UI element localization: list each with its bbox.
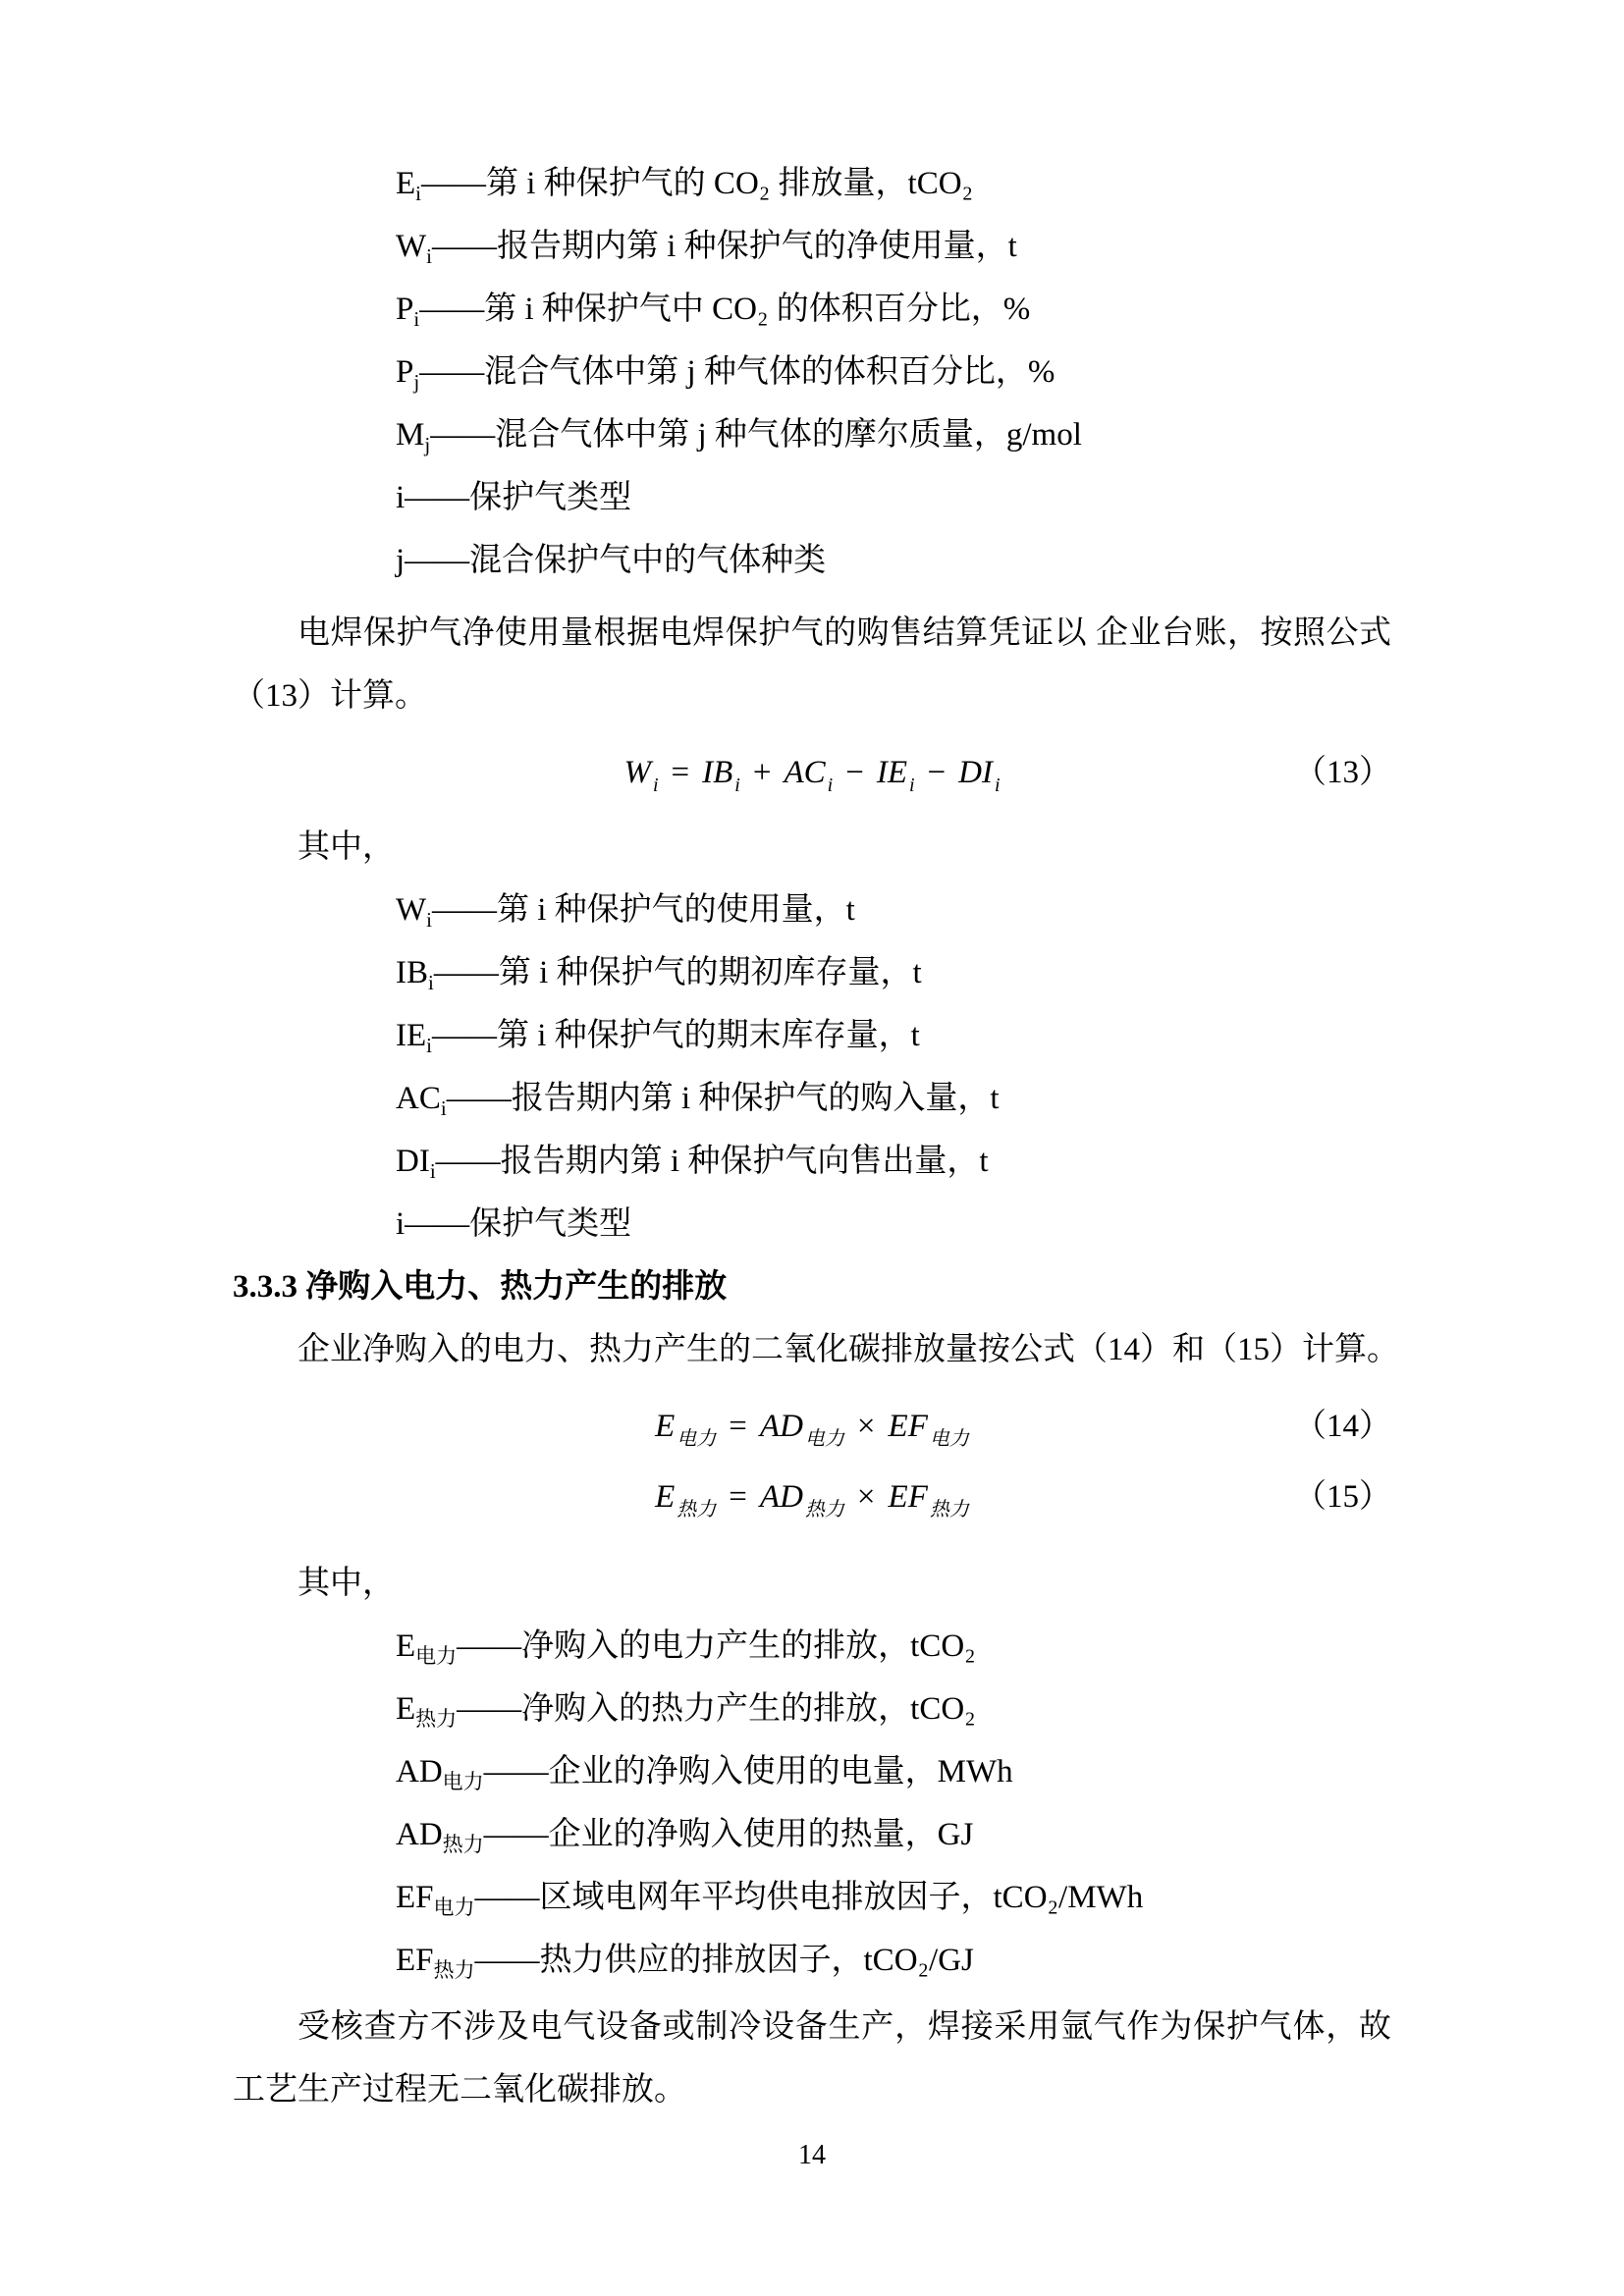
definition-description: ——第 i 种保护气中 CO₂ 的体积百分比，% [419, 292, 1031, 327]
formula-13 [233, 741, 1391, 804]
formula-subscript: i [734, 774, 740, 796]
definition-row [396, 1130, 1391, 1193]
formula-subscript: i [652, 774, 659, 796]
variable-base: E [396, 1629, 416, 1664]
formula-14 [233, 1395, 1391, 1458]
formula-13-expression [623, 741, 1000, 804]
definition-row [396, 1929, 1391, 1992]
formula-part [702, 755, 740, 796]
formula-subscript: i [908, 774, 915, 796]
variable-base: IE [396, 1018, 427, 1053]
definition-row [396, 215, 1391, 278]
formula-subscript: 电力 [677, 1428, 717, 1450]
definition-row [396, 1004, 1391, 1067]
formula-variable: E [655, 1409, 676, 1444]
variable-subscript: 电力 [433, 1896, 475, 1919]
definition-row [396, 152, 1391, 215]
formula-part [844, 1409, 889, 1444]
section-heading-3-3-3: 3.3.3 净购入电力、热力产生的排放 [233, 1269, 728, 1305]
definition-description: ——第 i 种保护气的 CO₂ 排放量，tCO₂ [421, 166, 974, 201]
formula-part [876, 755, 915, 796]
formula-part [784, 755, 834, 796]
definition-row [396, 879, 1391, 941]
variable-subscript: j [413, 370, 420, 394]
variable-base: W [396, 892, 427, 928]
definition-row [396, 1740, 1391, 1803]
where-label: 其中， [298, 829, 395, 865]
definition-description: ——混合气体中第 j 种气体的摩尔质量，g/mol [430, 417, 1082, 453]
definition-description: ——企业的净购入使用的热量，GJ [483, 1817, 974, 1852]
formula-variable: AD [759, 1479, 803, 1515]
variable-subscript: i [440, 1096, 447, 1120]
formula-part [655, 1409, 717, 1450]
variable-subscript: i [428, 971, 434, 994]
definition-list-shielding-gas [233, 152, 1391, 592]
paragraph-purchased-electricity-heat: 企业净购入的电力、热力产生的二氧化碳排放量按公式（14）和（15）计算。 [298, 1332, 1399, 1367]
where-label: 其中， [298, 1566, 395, 1601]
variable-base: EF [396, 1943, 434, 1978]
definition-row [396, 1803, 1391, 1866]
definition-list-formula13-terms [233, 879, 1391, 1255]
definition-description: ——区域电网年平均供电排放因子，tCO₂/MWh [474, 1880, 1144, 1915]
formula-subscript: 电力 [804, 1428, 844, 1450]
definition-row [396, 403, 1391, 466]
variable-base: IB [396, 955, 428, 990]
formula-subscript: 热力 [804, 1499, 844, 1521]
variable-subscript: 热力 [433, 1958, 475, 1982]
formula-operator: = [729, 1409, 747, 1444]
formula-variable: E [655, 1479, 676, 1515]
formula-part [759, 1409, 844, 1450]
formula-part [833, 755, 877, 790]
definition-description: ——净购入的电力产生的排放，tCO₂ [457, 1629, 976, 1664]
variable-subscript: 热力 [442, 1833, 484, 1856]
formula-15-expression [655, 1466, 969, 1528]
formula-operator: − [927, 755, 947, 790]
definition-description: ——净购入的热力产生的排放，tCO₂ [457, 1691, 976, 1727]
variable-base: i [396, 1206, 406, 1242]
formula-part [740, 755, 785, 790]
formula-13-number: （13） [1294, 755, 1391, 790]
definition-row [396, 1866, 1391, 1929]
definition-description: ——第 i 种保护气的使用量，t [432, 892, 855, 928]
definition-description: ——保护气类型 [405, 480, 632, 515]
definition-list-electricity-heat-terms [233, 1615, 1391, 1992]
formula-14-number: （14） [1294, 1409, 1391, 1444]
variable-base: P [396, 354, 414, 390]
definition-description: ——混合保护气中的气体种类 [405, 543, 827, 578]
variable-subscript: 电力 [442, 1770, 484, 1793]
variable-subscript: i [413, 307, 420, 331]
variable-subscript: 热力 [415, 1707, 458, 1731]
formula-part [655, 1479, 717, 1521]
variable-base: W [396, 229, 427, 264]
formula-variable: IB [702, 755, 733, 790]
formula-variable: AC [784, 755, 826, 790]
variable-base: DI [396, 1144, 430, 1179]
formula-part [888, 1479, 969, 1521]
paragraph-verification-conclusion: 受核查方不涉及电气设备或制冷设备生产，焊接采用氩气作为保护气体，故工艺生产过程无二氧化碳排放。 [233, 2009, 1391, 2108]
definition-row [396, 1193, 1391, 1255]
definition-description: ——第 i 种保护气的期初库存量，t [433, 955, 922, 990]
definition-description: ——报告期内第 i 种保护气向售出量，t [435, 1144, 989, 1179]
definition-description: ——企业的净购入使用的电量，MWh [483, 1754, 1013, 1789]
formula-subscript: i [827, 774, 834, 796]
formula-part [623, 755, 659, 796]
definition-row [396, 278, 1391, 341]
variable-subscript: i [429, 1159, 436, 1183]
formula-subscript: 热力 [929, 1499, 969, 1521]
formula-subscript: 热力 [677, 1499, 717, 1521]
formula-part [759, 1479, 844, 1521]
formula-15 [233, 1466, 1391, 1528]
formula-part [888, 1409, 969, 1450]
variable-base: M [396, 417, 425, 453]
definition-row [396, 341, 1391, 403]
formula-operator: × [856, 1409, 876, 1444]
formula-operator: = [671, 755, 690, 790]
variable-subscript: i [415, 182, 422, 205]
paragraph-welding-gas-usage: 电焊保护气净使用量根据电焊保护气的购售结算凭证以 企业台账，按照公式（13）计算。 [233, 615, 1391, 714]
formula-14-expression [655, 1395, 969, 1458]
variable-base: AC [396, 1081, 441, 1116]
page-number: 14 [798, 2140, 826, 2170]
definition-description: ——第 i 种保护气的期末库存量，t [432, 1018, 920, 1053]
definition-description: ——报告期内第 i 种保护气的购入量，t [446, 1081, 1000, 1116]
formula-operator: − [845, 755, 864, 790]
formula-operator: = [729, 1479, 747, 1515]
variable-base: E [396, 1691, 416, 1727]
formula-subscript: 电力 [929, 1428, 969, 1450]
definition-row [396, 1067, 1391, 1130]
definition-row [396, 1678, 1391, 1740]
formula-part [915, 755, 959, 790]
formula-part [844, 1479, 889, 1515]
formula-15-number: （15） [1294, 1479, 1391, 1515]
variable-base: P [396, 292, 414, 327]
definition-description: ——混合气体中第 j 种气体的体积百分比，% [419, 354, 1056, 390]
definition-description: ——报告期内第 i 种保护气的净使用量，t [432, 229, 1017, 264]
formula-subscript: i [995, 774, 1001, 796]
formula-part [659, 755, 703, 790]
formula-part [958, 755, 1001, 796]
formula-part [716, 1479, 760, 1515]
variable-base: AD [396, 1817, 443, 1852]
formula-variable: W [623, 755, 651, 790]
formula-variable: EF [888, 1409, 928, 1444]
formula-variable: IE [876, 755, 907, 790]
formula-variable: AD [759, 1409, 803, 1444]
formula-variable: DI [958, 755, 993, 790]
definition-row [396, 941, 1391, 1004]
formula-operator: + [752, 755, 772, 790]
formula-operator: × [856, 1479, 876, 1515]
variable-subscript: i [426, 244, 432, 268]
definition-row [396, 466, 1391, 529]
variable-subscript: i [426, 1034, 432, 1057]
definition-row [396, 1615, 1391, 1678]
variable-base: AD [396, 1754, 443, 1789]
variable-subscript: i [426, 908, 432, 932]
formula-part [716, 1409, 760, 1444]
variable-base: EF [396, 1880, 434, 1915]
variable-base: j [396, 543, 406, 578]
variable-base: i [396, 480, 406, 515]
definition-row [396, 529, 1391, 592]
definition-description: ——保护气类型 [405, 1206, 632, 1242]
variable-subscript: j [424, 433, 431, 456]
formula-variable: EF [888, 1479, 928, 1515]
definition-description: ——热力供应的排放因子，tCO₂/GJ [474, 1943, 974, 1978]
variable-base: E [396, 166, 416, 201]
variable-subscript: 电力 [415, 1644, 458, 1668]
